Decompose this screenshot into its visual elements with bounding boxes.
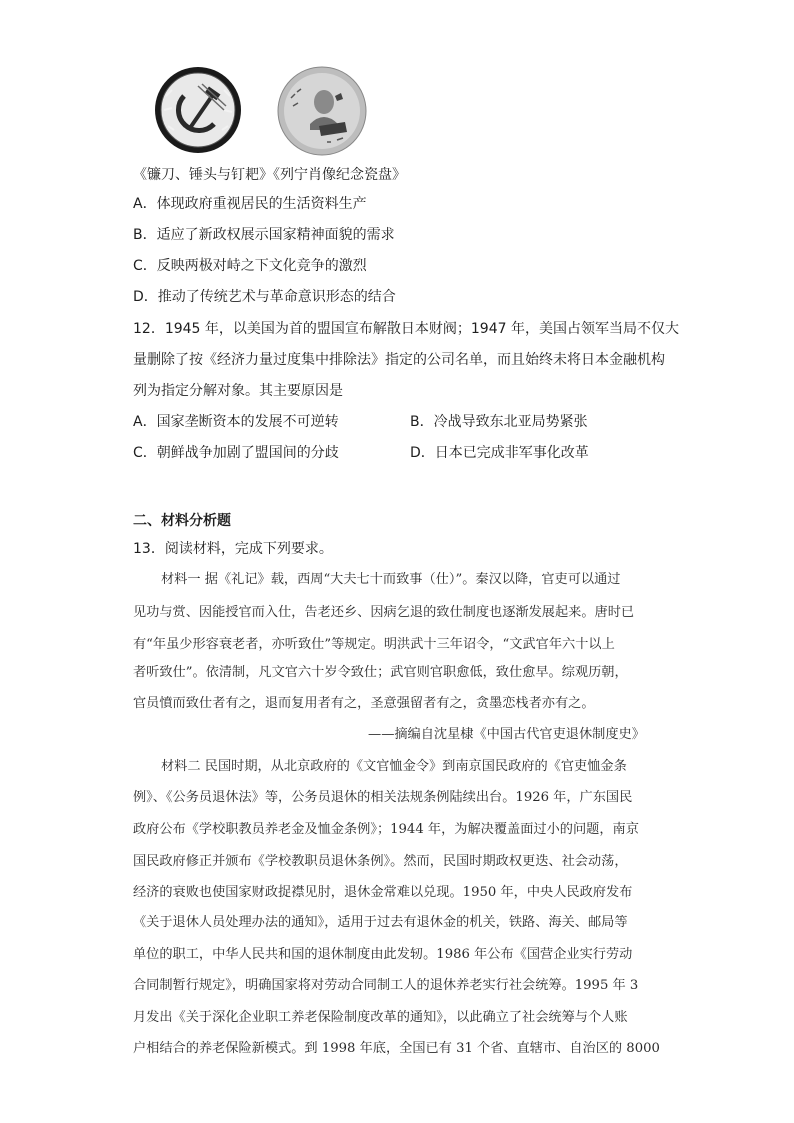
material1-line-5: 官员憤而致仕者有之，退而复用者有之，圣意强留者有之，贪墨恋栈者亦有之。 [133,696,595,711]
q12-stem-line-1: 12．1945 年，以美国为首的盟国宣布解散日本财阀；1947 年，美国占领军当局不仅大 [133,321,679,337]
material2-line-1: 材料二 民国时期，从北京政府的《文官恤金令》到南京国民政府的《官吏恤金条 [161,759,627,774]
material2-line-6: 《关于退休人员处理办法的通知》，适用于过去有退休金的机关，铁路、海关、邮局等 [133,915,628,930]
section-title: 二、材料分析题 [133,513,231,529]
material2-line-3: 政府公布《学校职教员养老金及恤金条例》；1944 年，为解决覆盖面过小的问题，南京 [133,822,639,837]
q12-stem-line-3: 列为指定分解对象。其主要原因是 [133,383,343,399]
material2-line-4: 国民政府修正并颁布《学校教职员退休条例》。然而，民国时期政权更迭、社会动荡， [133,854,628,869]
q12-option-c: C．朝鲜战争加剧了盟国间的分歧 [133,445,339,461]
q11-option-a: A．体现政府重视居民的生活资料生产 [133,196,367,212]
q12-stem-line-2: 量删除了按《经济力量过度集中排除法》指定的公司名单，而且始终未将日本金融机构 [133,352,665,368]
q13-intro: 13．阅读材料，完成下列要求。 [133,541,333,557]
material1-line-4: 者听致仕”。依清制，凡文官六十岁令致仕；武官则官职愈低，致仕愈早。综观历朝， [133,665,628,680]
material2-line-9: 月发出《关于深化企业职工养老保险制度改革的通知》，以此确立了社会统筹与个人账 [133,1010,628,1025]
material2-line-5: 经济的衰败也使国家财政捉襟见肘，退休金常难以兑现。1950 年，中央人民政府发布 [133,885,633,900]
material2-line-7: 单位的职工，中华人民共和国的退休制度由此发轫。1986 年公布《国营企业实行劳动 [133,947,633,962]
lenin-portrait-plate [277,66,367,156]
sickle-hammer-harrow-plate [154,66,242,154]
material2-line-10: 户相结合的养老保险新模式。到 1998 年底，全国已有 31 个省、直辖市、自治区的 8000 [133,1041,660,1056]
material1-line-2: 见功与赏、因能授官而入仕，告老还乡、因病乞退的致仕制度也逐渐发展起来。唐时已 [133,605,635,620]
q11-option-b: B．适应了新政权展示国家精神面貌的需求 [133,227,395,243]
material1-line-3: 有“年虽少形容衰老者，亦听致仕”等规定。明洪武十三年诏令，“文武官年六十以上 [133,637,615,652]
q11-option-d: D．推动了传统艺术与革命意识形态的结合 [133,289,396,305]
q12-option-b: B．冷战导致东北亚局势紧张 [410,414,588,430]
q11-option-c: C．反映两极对峙之下文化竞争的激烈 [133,258,367,274]
q12-option-d: D．日本已完成非军事化改革 [410,445,589,461]
material2-line-2: 例》、《公务员退休法》等，公务员退休的相关法规条例陆续出台。1926 年，广东国民 [133,790,633,805]
material1-source: ——摘编自沈星棣《中国古代官吏退休制度史》 [368,727,645,742]
material2-line-8: 合同制暂行规定》，明确国家将对劳动合同制工人的退休养老实行社会统筹。1995 年 3 [133,978,639,993]
q12-option-a: A．国家垄断资本的发展不可逆转 [133,414,339,430]
image-caption: 《镰刀、锤头与钉耙》《列宁肖像纪念瓷盘》 [133,167,406,183]
material1-line-1: 材料一 据《礼记》载，西周“大夫七十而致事（仕）”。秦汉以降，官吏可以通过 [161,572,621,587]
